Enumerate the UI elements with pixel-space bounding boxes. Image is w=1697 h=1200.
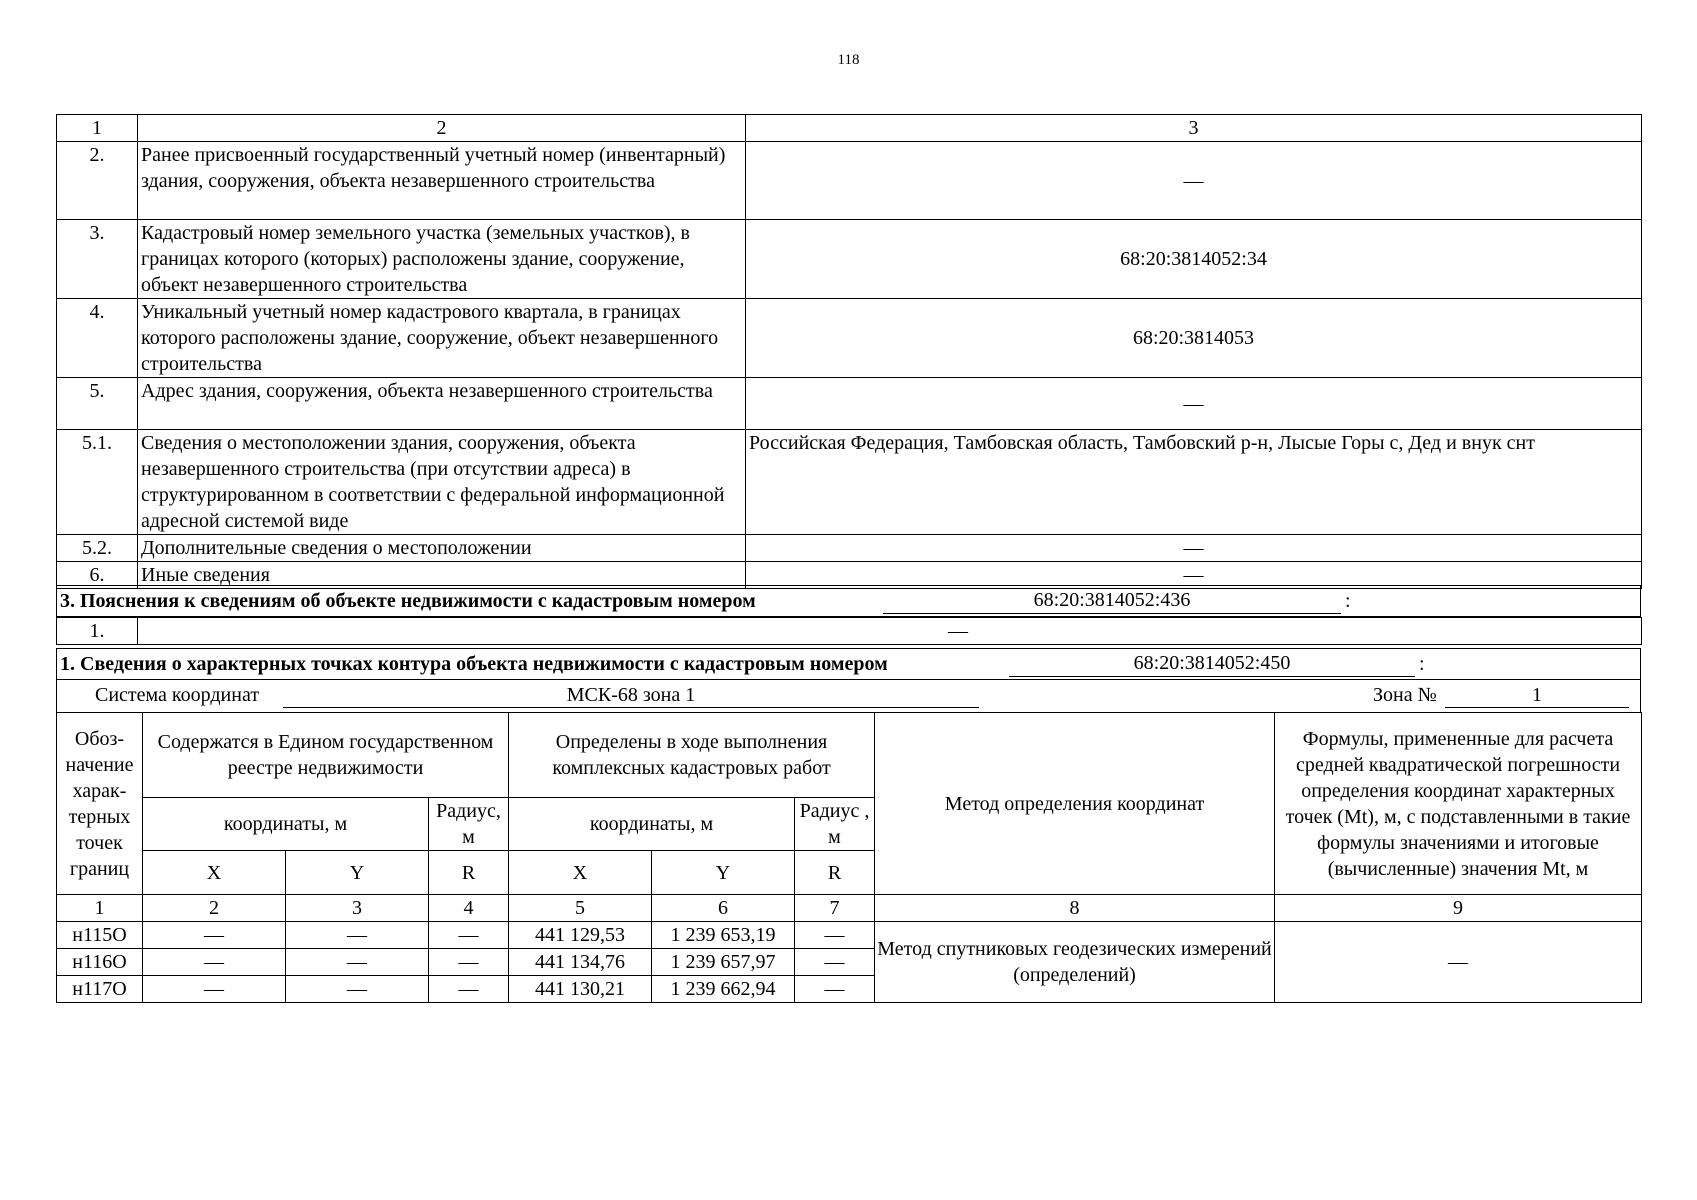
row-label: Дополнительные сведения о местоположении bbox=[138, 535, 746, 562]
table-row bbox=[57, 535, 1642, 562]
kkr-group-header: Определены в ходе выполнения комплексных кадастровых работ bbox=[509, 713, 875, 798]
row-value: — bbox=[746, 142, 1642, 220]
x-header: X bbox=[143, 851, 286, 895]
x-header: X bbox=[509, 851, 652, 895]
row-value: Российская Федерация, Тамбовская область, Тамбовский р-н, Лысые Горы с, Дед и внук снт bbox=[746, 430, 1642, 535]
egrn-r: — bbox=[429, 949, 509, 976]
row-value: — bbox=[746, 378, 1642, 430]
section-3-cadastral-number: 68:20:3814052:436 bbox=[883, 586, 1341, 614]
column-number: 3 bbox=[286, 895, 429, 922]
point-designation-header: Обоз-начение харак-терных точек границ bbox=[57, 713, 143, 895]
table-row bbox=[57, 299, 1642, 378]
point-name: н116О bbox=[57, 949, 143, 976]
table-row bbox=[57, 922, 1642, 949]
row-label: Кадастровый номер земельного участка (земельных участков), в границах которого (которых) расположены здание, сооружение, объект незавершенного строительства bbox=[138, 220, 746, 299]
column-number: 6 bbox=[652, 895, 795, 922]
r-header: R bbox=[429, 851, 509, 895]
coords-header: координаты, м bbox=[143, 798, 429, 851]
egrn-group-header: Содержатся в Едином государственном реестре недвижимости bbox=[143, 713, 509, 798]
kkr-r: — bbox=[795, 976, 875, 1003]
column-number: 2 bbox=[143, 895, 286, 922]
column-number: 9 bbox=[1275, 895, 1642, 922]
column-number: 4 bbox=[429, 895, 509, 922]
kkr-r: — bbox=[795, 922, 875, 949]
egrn-y: — bbox=[286, 976, 429, 1003]
row-number: 6. bbox=[57, 562, 138, 589]
table-row bbox=[57, 378, 1642, 430]
kkr-x: 441 134,76 bbox=[509, 949, 652, 976]
row-number: 5.2. bbox=[57, 535, 138, 562]
table-row bbox=[57, 142, 1642, 220]
row-label: Ранее присвоенный государственный учетный номер (инвентарный) здания, сооружения, объекта незавершенного строительства bbox=[138, 142, 746, 220]
coords-header: координаты, м bbox=[509, 798, 795, 851]
dash-value: — bbox=[948, 620, 968, 642]
radius-header: Радиус, м bbox=[429, 798, 509, 851]
section-1-cadastral-number: 68:20:3814052:450 bbox=[1009, 649, 1415, 677]
table-row bbox=[57, 220, 1642, 299]
column-number: 7 bbox=[795, 895, 875, 922]
object-info-table bbox=[56, 114, 1642, 589]
row-value bbox=[138, 618, 1642, 645]
r-header: R bbox=[795, 851, 875, 895]
egrn-x: — bbox=[143, 922, 286, 949]
column-number-row bbox=[57, 895, 1642, 922]
egrn-x: — bbox=[143, 976, 286, 1003]
point-name: н115О bbox=[57, 922, 143, 949]
row-label: Уникальный учетный номер кадастрового квартала, в границах которого расположены здание, сооружение, объект незавершенного строительства bbox=[138, 299, 746, 378]
header-cell: 2 bbox=[138, 115, 746, 142]
column-number: 5 bbox=[509, 895, 652, 922]
section-3-label: 3. Пояснения к сведениям об объекте недвижимости с кадастровым номером bbox=[60, 590, 756, 612]
y-header: Y bbox=[652, 851, 795, 895]
section-3-table bbox=[56, 617, 1642, 645]
row-value: — bbox=[746, 562, 1642, 589]
egrn-y: — bbox=[286, 922, 429, 949]
radius-header: Радиус , м bbox=[795, 798, 875, 851]
egrn-y: — bbox=[286, 949, 429, 976]
row-number: 5.1. bbox=[57, 430, 138, 535]
row-label: Адрес здания, сооружения, объекта незавершенного строительства bbox=[138, 378, 746, 430]
egrn-r: — bbox=[429, 922, 509, 949]
kkr-y: 1 239 662,94 bbox=[652, 976, 795, 1003]
egrn-r: — bbox=[429, 976, 509, 1003]
header-cell: 3 bbox=[746, 115, 1642, 142]
zone-label: Зона № bbox=[1373, 684, 1437, 706]
kkr-y: 1 239 657,97 bbox=[652, 949, 795, 976]
y-header: Y bbox=[286, 851, 429, 895]
colon: : bbox=[1345, 590, 1351, 612]
point-name: н117О bbox=[57, 976, 143, 1003]
coordinate-system-line bbox=[56, 680, 1641, 712]
characteristic-points-table bbox=[56, 712, 1642, 1003]
coord-system-value: МСК-68 зона 1 bbox=[283, 680, 979, 708]
row-number: 5. bbox=[57, 378, 138, 430]
row-label: Иные сведения bbox=[138, 562, 746, 589]
section-1-heading bbox=[56, 648, 1641, 680]
row-number: 2. bbox=[57, 142, 138, 220]
header-cell: 1 bbox=[57, 115, 138, 142]
kkr-r: — bbox=[795, 949, 875, 976]
section-1-label: 1. Сведения о характерных точках контура объекта недвижимости с кадастровым номером bbox=[60, 653, 888, 675]
colon: : bbox=[1419, 653, 1425, 675]
row-number: 4. bbox=[57, 299, 138, 378]
column-number: 1 bbox=[57, 895, 143, 922]
column-number: 8 bbox=[875, 895, 1275, 922]
page-number: 118 bbox=[837, 52, 860, 68]
row-value: — bbox=[746, 535, 1642, 562]
kkr-x: 441 129,53 bbox=[509, 922, 652, 949]
table-row bbox=[57, 618, 1642, 645]
formulas-header: Формулы, примененные для расчета средней квадратической погрешности определения координат характерных точек (Mt), м, с подставленными в такие формулы значениями и итоговые (вычисленные) значения Mt, м bbox=[1275, 713, 1642, 895]
row-number: 1. bbox=[57, 618, 138, 645]
row-label: Сведения о местоположении здания, сооружения, объекта незавершенного строительства (при отсутствии адреса) в структурированном в соответствии с федеральной информационной адресной системой виде bbox=[138, 430, 746, 535]
kkr-x: 441 130,21 bbox=[509, 976, 652, 1003]
method-value: Метод спутниковых геодезических измерений (определений) bbox=[875, 922, 1275, 1003]
row-value: 68:20:3814053 bbox=[746, 299, 1642, 378]
kkr-y: 1 239 653,19 bbox=[652, 922, 795, 949]
section-3-heading bbox=[56, 585, 1641, 617]
zone-value: 1 bbox=[1445, 680, 1629, 708]
table-header-row bbox=[57, 115, 1642, 142]
egrn-x: — bbox=[143, 949, 286, 976]
method-header: Метод определения координат bbox=[875, 713, 1275, 895]
table-row bbox=[57, 430, 1642, 535]
row-value: 68:20:3814052:34 bbox=[746, 220, 1642, 299]
row-number: 3. bbox=[57, 220, 138, 299]
coord-system-label: Система координат bbox=[95, 684, 260, 706]
formulas-value: — bbox=[1275, 922, 1642, 1003]
